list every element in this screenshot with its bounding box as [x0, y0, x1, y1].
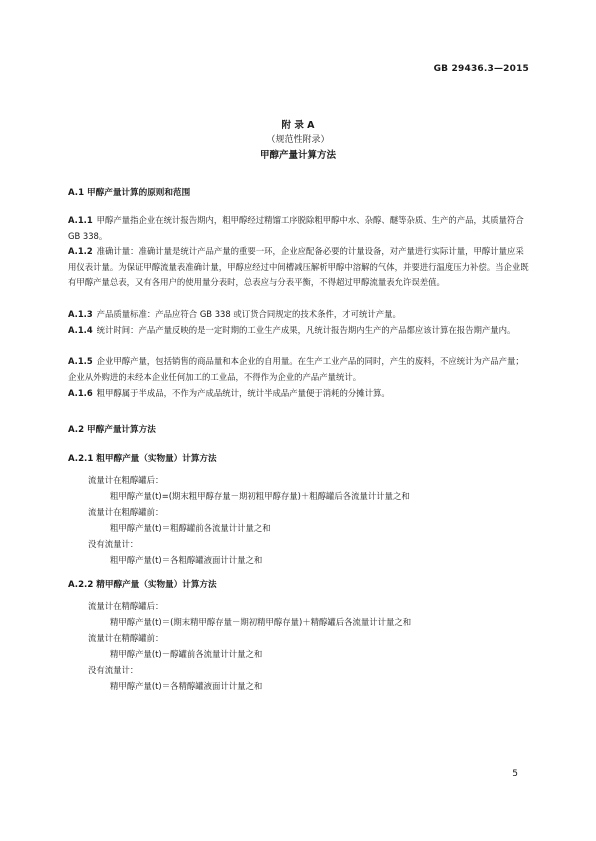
paragraph-a1-6	[68, 386, 530, 402]
clause-number: A.1.3	[68, 309, 93, 319]
subsection-a2-2-heading: A.2.2 精甲醇产量（实物量）计算方法	[68, 580, 217, 590]
paragraph-a1-3	[68, 307, 530, 323]
formula-condition: 流量计在精醇罐后：	[88, 601, 164, 611]
clause-text: 准确计量：准确计量是统计产品产量的重要一环，企业应配备必要的计量设备，对产量进行实际计量，甲醇计量应采用仪表计量。为保证甲醇流量表准确计量，甲醇应经过中间槽减压解析甲醇中溶解的气体，并要进行温度压力补偿。当企业既有甲醇产量总表，又有各用户的使用量分表时，总表应与分表平衡，不得超过甲醇流量表允许误差值。	[68, 246, 529, 287]
formula-condition: 流量计在粗醇罐前：	[88, 507, 164, 517]
formula-line: 粗甲醇产量(t)=(期末粗甲醇存量－期初粗甲醇存量)＋粗醇罐后各流量计计量之和	[110, 491, 410, 501]
formula-condition: 流量计在粗醇罐后：	[88, 475, 164, 485]
formula-line: 精甲醇产量(t)＝各精醇罐液面计计量之和	[110, 681, 263, 691]
formula-condition: 没有流量计：	[88, 539, 139, 549]
clause-number: A.1.5	[68, 356, 93, 366]
appendix-nature: （规范性附录）	[266, 135, 330, 145]
clause-number: A.1.4	[68, 325, 93, 335]
paragraph-a1-1	[68, 213, 530, 244]
clause-text: 粗甲醇属于半成品，不作为产成品统计，统计半成品产量便于消耗的分摊计算。	[96, 388, 390, 398]
paragraph-a1-2	[68, 244, 530, 291]
formula-line: 粗甲醇产量(t)＝粗醇罐前各流量计计量之和	[110, 523, 271, 533]
clause-number: A.1.1	[68, 215, 93, 225]
clause-number: A.1.2	[68, 246, 93, 256]
clause-text: 统计时间：产品产量反映的是一定时期的工业生产成果，凡统计报告期内生产的产品都应该计算在报告期产量内。	[96, 325, 516, 335]
clause-text: 产品质量标准：产品应符合 GB 338 或订货合同规定的技术条件，才可统计产量。	[96, 309, 401, 319]
appendix-name: 甲醇产量计算方法	[259, 150, 336, 161]
subsection-a2-1-heading: A.2.1 粗甲醇产量（实物量）计算方法	[68, 454, 217, 464]
paragraph-a1-4	[68, 323, 530, 339]
formula-condition: 流量计在精醇罐前：	[88, 633, 164, 643]
clause-number: A.1.6	[68, 388, 93, 398]
page-number: 5	[512, 769, 518, 779]
clause-text: 甲醇产量指企业在统计报告期内，粗甲醇经过精馏工序脱除粗甲醇中水、杂醇、醚等杂质、生产的产品，其质量符合 GB 338。	[68, 215, 524, 241]
formula-line: 精甲醇产量(t)－醇罐前各流量计计量之和	[110, 649, 263, 659]
paragraph-a1-5	[68, 354, 530, 385]
formula-line: 粗甲醇产量(t)＝各粗醇罐液面计计量之和	[110, 555, 263, 565]
section-a1-heading: A.1 甲醇产量计算的原则和范围	[68, 188, 191, 198]
formula-line: 精甲醇产量(t)＝(期末精甲醇存量－期初精甲醇存量)＋精醇罐后各流量计计量之和	[110, 617, 412, 627]
appendix-title: 附 录 A	[281, 120, 315, 131]
section-a2-heading: A.2 甲醇产量计算方法	[68, 425, 156, 435]
clause-text: 企业甲醇产量，包括销售的商品量和本企业的自用量。在生产工业产品的同时，产生的废料，不应统计为产品产量；企业从外购进的未经本企业任何加工的工业品，不得作为企业的产品产量统计。	[68, 356, 524, 382]
standard-number: GB 29436.3—2015	[433, 64, 529, 74]
formula-condition: 没有流量计：	[88, 665, 139, 675]
